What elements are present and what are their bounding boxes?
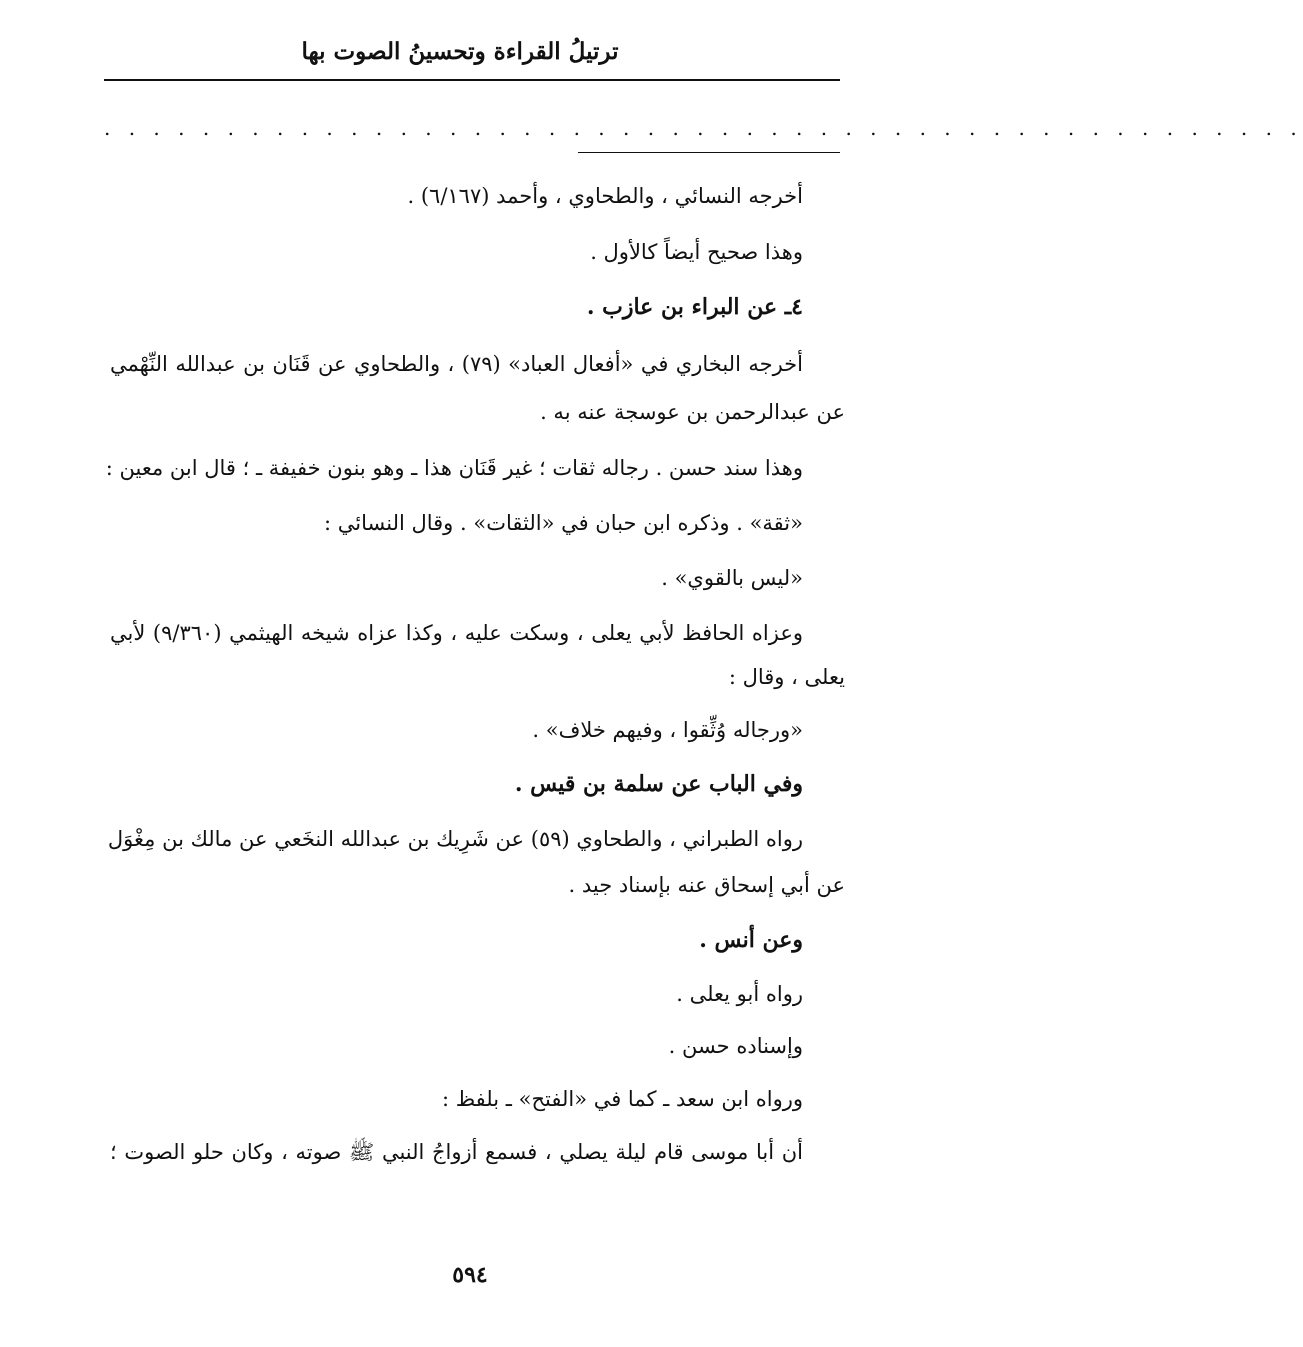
text-line-2: وهذا صحيح أيضاً كالأول . <box>590 240 803 264</box>
text-line-1: أخرجه النسائي ، والطحاوي ، وأحمد (٦/١٦٧) . <box>407 184 803 208</box>
text-line-13: رواه الطبراني ، والطحاوي (٥٩) عن شَرِيك بن عبدالله النخَعي عن مالك بن مِغْوَل <box>107 827 803 851</box>
running-header-title: ترتيلُ القراءة وتحسينُ الصوت بها <box>301 38 619 65</box>
text-line-7: «ثقة» . وذكره ابن حبان في «الثقات» . وقال النسائي : <box>324 511 803 535</box>
text-line-9: وعزاه الحافظ لأبي يعلى ، وسكت عليه ، وكذا عزاه شيخه الهيثمي (٩/٣٦٠) لأبي <box>110 621 803 645</box>
page-number: ٥٩٤ <box>452 1262 488 1288</box>
section-heading-4: ٤ـ عن البراء بن عازب . <box>586 294 803 320</box>
text-line-4: أخرجه البخاري في «أفعال العباد» (٧٩) ، والطحاوي عن قَنَان بن عبدالله النِّهْمي <box>110 352 803 376</box>
text-line-18: ورواه ابن سعد ـ كما في «الفتح» ـ بلفظ : <box>441 1087 803 1111</box>
header-rule <box>104 79 840 81</box>
text-line-8: «ليس بالقوي» . <box>661 566 803 590</box>
text-line-6: وهذا سند حسن . رجاله ثقات ؛ غير قَنَان هذا ـ وهو بنون خفيفة ـ ؛ قال ابن معين : <box>105 456 803 480</box>
dotted-separator: . . . . . . . . . . . . . . . . . . . . . . . . . . . . . . . . . . . . . . . . . . . . . . . . . <box>104 116 1303 140</box>
text-line-14: عن أبي إسحاق عنه بإسناد جيد . <box>568 873 845 897</box>
text-line-10: يعلى ، وقال : <box>728 665 845 689</box>
text-line-19: أن أبا موسى قام ليلة يصلي ، فسمع أزواجُ النبي ﷺ صوته ، وكان حلو الصوت ؛ <box>110 1140 803 1164</box>
text-line-12: وفي الباب عن سلمة بن قيس . <box>514 771 803 797</box>
footnote-rule <box>578 152 840 153</box>
text-line-5: عن عبدالرحمن بن عوسجة عنه به . <box>540 400 845 424</box>
text-line-11: «ورجاله وُثِّقوا ، وفيهم خلاف» . <box>532 718 803 742</box>
text-line-17: وإسناده حسن . <box>668 1034 803 1058</box>
text-line-16: رواه أبو يعلى . <box>676 982 803 1006</box>
text-line-15: وعن أنس . <box>699 927 803 953</box>
